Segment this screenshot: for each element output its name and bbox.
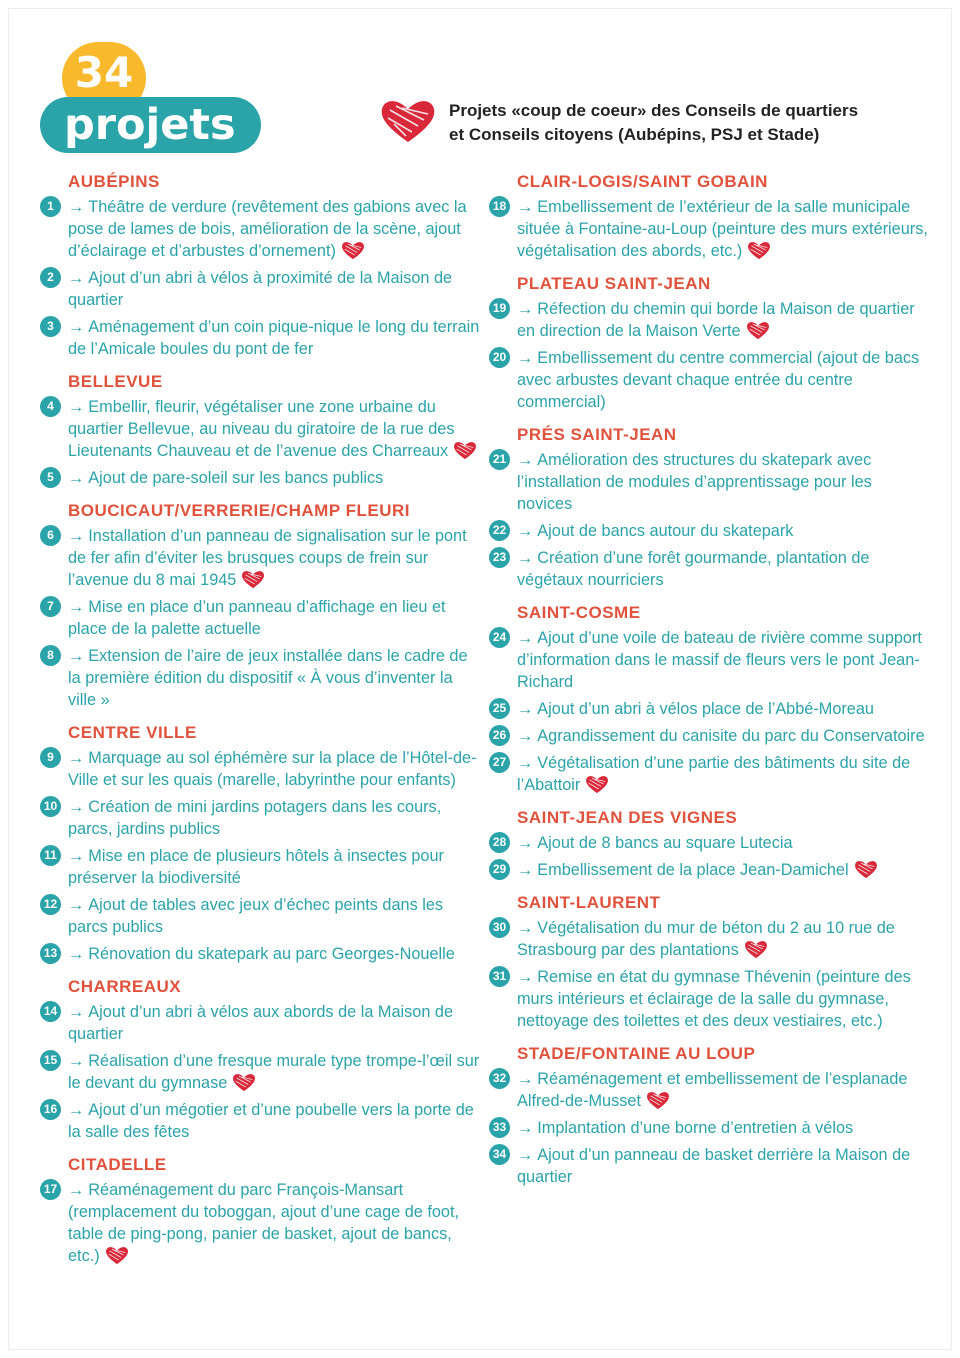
arrow-icon: →: [517, 968, 534, 986]
arrow-icon: →: [517, 198, 534, 216]
project-number: 30: [489, 917, 510, 938]
heart-icon: [104, 1245, 130, 1265]
arrow-icon: →: [517, 861, 534, 879]
project-count: 34: [74, 48, 134, 97]
arrow-icon: →: [517, 549, 534, 567]
project-text: Mise en place d’un panneau d’affichage en lieu et place de la palette actuelle: [68, 598, 446, 638]
project-text: Ajout de pare-soleil sur les bancs publics: [88, 469, 384, 487]
project-number: 29: [489, 859, 510, 880]
project-text: Amélioration des structures du skatepark avec l’installation de modules d’apprentissage pour les novices: [517, 451, 872, 513]
project-text: Ajout d’un abri à vélos à proximité de la Maison de quartier: [68, 269, 453, 309]
section: [489, 423, 929, 591]
arrow-icon: →: [68, 598, 85, 616]
project-text: Ajout d’un abri à vélos place de l’Abbé-Moreau: [537, 700, 874, 718]
section-title: CENTRE VILLE: [68, 723, 197, 742]
arrow-icon: →: [68, 1003, 85, 1021]
project-item: [40, 1050, 480, 1094]
project-item: [40, 267, 480, 311]
heart-icon: [452, 440, 478, 460]
project-text: Ajout de 8 bancs au square Lutecia: [537, 834, 793, 852]
project-text: Marquage au sol éphémère sur la place de l’Hôtel-de-Ville et sur les quais (marelle, labyrinthe pour enfants): [68, 749, 477, 789]
arrow-icon: →: [68, 798, 85, 816]
section-title: SAINT-JEAN DES VIGNES: [517, 808, 738, 827]
project-text: Création de mini jardins potagers dans les cours, parcs, jardins publics: [68, 798, 442, 838]
project-item: [489, 917, 929, 961]
legend-text: [449, 99, 919, 147]
project-text: Embellissement de la place Jean-Damichel: [537, 861, 849, 879]
project-text: Réaménagement du parc François-Mansart (remplacement du toboggan, ajout d’une cage de foot, table de ping-pong, panier de basket, ajout de bancs, etc.): [68, 1181, 460, 1265]
section: [489, 170, 929, 262]
section-title: BELLEVUE: [68, 372, 163, 391]
project-item: [40, 1001, 480, 1045]
arrow-icon: →: [517, 727, 534, 745]
project-number: 14: [40, 1001, 61, 1022]
project-number: 16: [40, 1099, 61, 1120]
project-item: [489, 1117, 929, 1139]
project-item: [40, 1179, 480, 1267]
arrow-icon: →: [68, 398, 85, 416]
heart-icon: [378, 96, 438, 144]
heart-icon: [743, 939, 769, 959]
project-item: [489, 752, 929, 796]
section: [489, 806, 929, 881]
arrow-icon: →: [517, 349, 534, 367]
project-number: 13: [40, 943, 61, 964]
project-text: Ajout d’un abri à vélos aux abords de la Maison de quartier: [68, 1003, 454, 1043]
project-text: Réaménagement et embellissement de l’esplanade Alfred-de-Musset: [517, 1070, 908, 1110]
heart-icon: [745, 320, 771, 340]
project-item: [489, 698, 929, 720]
project-text: Agrandissement du canisite du parc du Conservatoire: [537, 727, 925, 745]
project-text: Embellir, fleurir, végétaliser une zone urbaine du quartier Bellevue, au niveau du giratoire de la rue des Lieutenants Chauveau et de l’avenue des Charreaux: [68, 398, 455, 460]
arrow-icon: →: [517, 629, 534, 647]
arrow-icon: →: [68, 945, 85, 963]
section: [40, 370, 480, 489]
project-item: [40, 196, 480, 262]
heart-icon: [746, 240, 772, 260]
project-text: Embellissement du centre commercial (ajout de bacs avec arbustes devant chaque entrée du centre commercial): [517, 349, 920, 411]
project-number: 27: [489, 752, 510, 773]
project-item: [40, 845, 480, 889]
section: [489, 272, 929, 413]
arrow-icon: →: [68, 527, 85, 545]
project-number: 22: [489, 520, 510, 541]
project-number: 26: [489, 725, 510, 746]
arrow-icon: →: [517, 1119, 534, 1137]
heart-icon: [240, 569, 266, 589]
section-title: STADE/FONTAINE AU LOUP: [517, 1044, 756, 1063]
section-title: CHARREAUX: [68, 977, 182, 996]
section-title: SAINT-LAURENT: [517, 893, 661, 912]
project-text: Ajout de bancs autour du skatepark: [537, 522, 794, 540]
project-number: 11: [40, 845, 61, 866]
project-item: [40, 796, 480, 840]
project-item: [489, 725, 929, 747]
project-number: 24: [489, 627, 510, 648]
project-number: 33: [489, 1117, 510, 1138]
legend-line-2: et Conseils citoyens (Aubépins, PSJ et Stade): [449, 125, 820, 144]
project-number: 3: [40, 316, 61, 337]
arrow-icon: →: [68, 469, 85, 487]
arrow-icon: →: [68, 749, 85, 767]
project-number: 31: [489, 966, 510, 987]
project-number: 21: [489, 449, 510, 470]
project-number: 25: [489, 698, 510, 719]
section-title: CLAIR-LOGIS/SAINT GOBAIN: [517, 172, 768, 191]
section-title: PRÉS SAINT-JEAN: [517, 425, 677, 444]
section: [489, 601, 929, 796]
arrow-icon: →: [68, 1052, 85, 1070]
section: [40, 1153, 480, 1267]
arrow-icon: →: [517, 1070, 534, 1088]
project-text: Extension de l’aire de jeux installée dans le cadre de la première édition du dispositif « À vous d’inventer la ville »: [68, 647, 468, 709]
project-number: 5: [40, 467, 61, 488]
project-item: [489, 449, 929, 515]
arrow-icon: →: [517, 300, 534, 318]
project-number: 2: [40, 267, 61, 288]
section: [489, 891, 929, 1032]
project-number: 28: [489, 832, 510, 853]
arrow-icon: →: [68, 318, 85, 336]
project-item: [489, 298, 929, 342]
right-column: [489, 170, 929, 1198]
project-number: 17: [40, 1179, 61, 1200]
project-item: [489, 1144, 929, 1188]
section-title: SAINT-COSME: [517, 603, 641, 622]
project-number: 4: [40, 396, 61, 417]
project-text: Aménagement d’un coin pique-nique le long du terrain de l’Amicale boules du pont de fer: [68, 318, 480, 358]
project-number: 8: [40, 645, 61, 666]
projects-title: projets: [64, 100, 236, 150]
project-number: 7: [40, 596, 61, 617]
project-text: Réalisation d’une fresque murale type trompe-l’œil sur le devant du gymnase: [68, 1052, 480, 1092]
heart-icon: [340, 240, 366, 260]
project-item: [40, 525, 480, 591]
project-item: [40, 316, 480, 360]
arrow-icon: →: [68, 269, 85, 287]
arrow-icon: →: [68, 1181, 85, 1199]
arrow-icon: →: [68, 847, 85, 865]
project-text: Ajout d’un panneau de basket derrière la Maison de quartier: [517, 1146, 911, 1186]
project-item: [489, 547, 929, 591]
legend-line-1: Projets «coup de coeur» des Conseils de quartiers: [449, 101, 859, 120]
arrow-icon: →: [68, 647, 85, 665]
heart-icon: [231, 1072, 257, 1092]
project-item: [40, 894, 480, 938]
project-item: [489, 196, 929, 262]
project-item: [489, 520, 929, 542]
arrow-icon: →: [68, 198, 85, 216]
heart-icon: [645, 1090, 671, 1110]
project-number: 10: [40, 796, 61, 817]
project-number: 23: [489, 547, 510, 568]
arrow-icon: →: [517, 1146, 534, 1164]
project-item: [40, 396, 480, 462]
project-item: [489, 832, 929, 854]
project-text: Végétalisation d’une partie des bâtiments du site de l’Abattoir: [517, 754, 911, 794]
project-text: Végétalisation du mur de béton du 2 au 10 rue de Strasbourg par des plantations: [517, 919, 895, 959]
project-text: Théâtre de verdure (revêtement des gabions avec la pose de lames de bois, amélioration de la scène, ajout d’éclairage et d’arbustes d’ornement): [68, 198, 467, 260]
section-title: BOUCICAUT/VERRERIE/CHAMP FLEURI: [68, 501, 410, 520]
project-text: Remise en état du gymnase Thévenin (peinture des murs intérieurs et éclairage de la salle du gymnase, nettoyage des toilettes et des deux vestiaires, etc.): [517, 968, 911, 1030]
project-text: Rénovation du skatepark au parc Georges-Nouelle: [88, 945, 455, 963]
project-item: [489, 1068, 929, 1112]
project-item: [40, 467, 480, 489]
project-number: 6: [40, 525, 61, 546]
project-item: [40, 596, 480, 640]
projects-title-badge: [40, 97, 261, 153]
section-title: PLATEAU SAINT-JEAN: [517, 274, 711, 293]
arrow-icon: →: [517, 754, 534, 772]
project-text: Ajout d’un mégotier et d’une poubelle vers la porte de la salle des fêtes: [68, 1101, 474, 1141]
heart-icon: [584, 774, 610, 794]
section: [489, 1042, 929, 1188]
project-number: 15: [40, 1050, 61, 1071]
section: [40, 721, 480, 965]
project-text: Ajout de tables avec jeux d’échec peints dans les parcs publics: [68, 896, 444, 936]
arrow-icon: →: [517, 522, 534, 540]
arrow-icon: →: [517, 700, 534, 718]
section-title: AUBÉPINS: [68, 172, 160, 191]
arrow-icon: →: [517, 834, 534, 852]
project-item: [489, 859, 929, 881]
project-text: Implantation d’une borne d’entretien à vélos: [537, 1119, 854, 1137]
project-item: [489, 347, 929, 413]
project-number: 34: [489, 1144, 510, 1165]
project-text: Mise en place de plusieurs hôtels à insectes pour préserver la biodiversité: [68, 847, 444, 887]
section-title: CITADELLE: [68, 1155, 167, 1174]
left-column: [40, 170, 480, 1277]
project-item: [40, 747, 480, 791]
project-item: [489, 627, 929, 693]
arrow-icon: →: [68, 1101, 85, 1119]
heart-icon: [853, 859, 879, 879]
project-number: 32: [489, 1068, 510, 1089]
project-text: Création d’une forêt gourmande, plantation de végétaux nourriciers: [517, 549, 870, 589]
project-item: [40, 645, 480, 711]
project-item: [40, 1099, 480, 1143]
project-item: [40, 943, 480, 965]
project-text: Réfection du chemin qui borde la Maison de quartier en direction de la Maison Verte: [517, 300, 915, 340]
project-number: 9: [40, 747, 61, 768]
project-item: [489, 966, 929, 1032]
arrow-icon: →: [68, 896, 85, 914]
arrow-icon: →: [517, 451, 534, 469]
project-number: 19: [489, 298, 510, 319]
project-number: 20: [489, 347, 510, 368]
project-number: 12: [40, 894, 61, 915]
section: [40, 499, 480, 711]
arrow-icon: →: [517, 919, 534, 937]
section: [40, 170, 480, 360]
project-number: 18: [489, 196, 510, 217]
section: [40, 975, 480, 1143]
project-text: Embellissement de l’extérieur de la salle municipale située à Fontaine-au-Loup (peinture des murs extérieurs, végétalisation des abords, etc.): [517, 198, 928, 260]
project-text: Installation d’un panneau de signalisation sur le pont de fer afin d’éviter les brusques coups de frein sur l’avenue du 8 mai 1945: [68, 527, 467, 589]
project-number: 1: [40, 196, 61, 217]
project-text: Ajout d’une voile de bateau de rivière comme support d’information dans le massif de fleurs vers le pont Jean-Richard: [517, 629, 922, 691]
